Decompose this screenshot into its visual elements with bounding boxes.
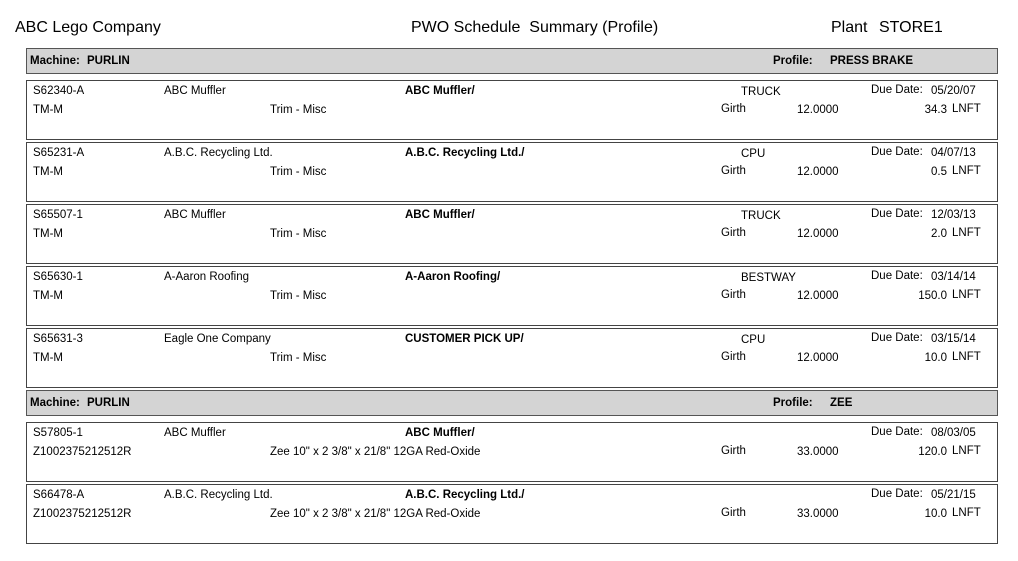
machine-value: PURLIN (87, 397, 130, 409)
ship-to: ABC Muffler/ (405, 427, 475, 439)
girth-label: Girth (721, 227, 746, 239)
girth-label: Girth (721, 289, 746, 301)
order-number: S65630-1 (33, 271, 83, 283)
plant-label: Plant (831, 19, 868, 36)
quantity: 0.5 (931, 166, 947, 178)
due-date-label: Due Date: (871, 208, 923, 220)
item-description: Trim - Misc (270, 290, 327, 302)
quantity: 10.0 (924, 352, 947, 364)
due-date-label: Due Date: (871, 426, 923, 438)
due-date-label: Due Date: (871, 270, 923, 282)
order-number: S65231-A (33, 147, 85, 159)
order-record (26, 80, 998, 140)
item-code: TM-M (33, 352, 64, 364)
quantity: 150.0 (918, 290, 947, 302)
due-date-label: Due Date: (871, 332, 923, 344)
due-date: 04/07/13 (931, 147, 976, 159)
due-date: 03/14/14 (931, 271, 976, 283)
machine-label: Machine: (30, 397, 80, 409)
item-description: Zee 10" x 2 3/8" x 21/8" 12GA Red-Oxide (270, 508, 481, 520)
unit: LNFT (952, 165, 981, 177)
order-record (26, 204, 998, 264)
item-description: Trim - Misc (270, 166, 327, 178)
carrier: TRUCK (741, 210, 781, 222)
order-number: S62340-A (33, 85, 85, 97)
profile-value: PRESS BRAKE (830, 55, 914, 67)
girth-value: 12.0000 (797, 228, 839, 240)
item-code: Z1002375212512R (33, 446, 132, 458)
due-date: 05/21/15 (931, 489, 976, 501)
due-date: 08/03/05 (931, 427, 976, 439)
item-description: Trim - Misc (270, 104, 327, 116)
machine-label: Machine: (30, 55, 80, 67)
girth-value: 12.0000 (797, 104, 839, 116)
machine-section-header (26, 390, 998, 416)
ship-to: A-Aaron Roofing/ (405, 271, 501, 283)
quantity: 10.0 (924, 508, 947, 520)
order-number: S65507-1 (33, 209, 83, 221)
unit: LNFT (952, 227, 981, 239)
unit: LNFT (952, 445, 981, 457)
due-date: 12/03/13 (931, 209, 976, 221)
item-code: TM-M (33, 104, 64, 116)
item-code: Z1002375212512R (33, 508, 132, 520)
girth-label: Girth (721, 507, 746, 519)
item-code: TM-M (33, 228, 64, 240)
due-date-label: Due Date: (871, 146, 923, 158)
machine-value: PURLIN (87, 55, 130, 67)
ship-to: ABC Muffler/ (405, 85, 475, 97)
order-number: S57805-1 (33, 427, 83, 439)
report-title: PWO Schedule Summary (Profile) (411, 19, 659, 36)
customer-name: Eagle One Company (164, 333, 271, 345)
quantity: 2.0 (931, 228, 947, 240)
unit: LNFT (952, 289, 981, 301)
customer-name: A.B.C. Recycling Ltd. (164, 147, 273, 159)
girth-value: 33.0000 (797, 446, 839, 458)
machine-section-header (26, 48, 998, 74)
quantity: 34.3 (924, 104, 947, 116)
due-date: 03/15/14 (931, 333, 976, 345)
carrier: TRUCK (741, 86, 781, 98)
profile-label: Profile: (773, 397, 813, 409)
order-record (26, 484, 998, 544)
unit: LNFT (952, 351, 981, 363)
item-description: Zee 10" x 2 3/8" x 21/8" 12GA Red-Oxide (270, 446, 481, 458)
girth-value: 33.0000 (797, 508, 839, 520)
girth-label: Girth (721, 445, 746, 457)
carrier: CPU (741, 334, 766, 346)
order-record (26, 422, 998, 482)
ship-to: ABC Muffler/ (405, 209, 475, 221)
order-number: S65631-3 (33, 333, 83, 345)
unit: LNFT (952, 103, 981, 115)
ship-to: CUSTOMER PICK UP/ (405, 333, 524, 345)
item-description: Trim - Misc (270, 228, 327, 240)
order-number: S66478-A (33, 489, 85, 501)
girth-value: 12.0000 (797, 290, 839, 302)
profile-value: ZEE (830, 397, 853, 409)
girth-label: Girth (721, 351, 746, 363)
plant-value: STORE1 (879, 19, 943, 36)
carrier: CPU (741, 148, 766, 160)
girth-label: Girth (721, 165, 746, 177)
due-date-label: Due Date: (871, 84, 923, 96)
quantity: 120.0 (918, 446, 947, 458)
customer-name: ABC Muffler (164, 427, 226, 439)
order-record (26, 266, 998, 326)
girth-value: 12.0000 (797, 166, 839, 178)
item-code: TM-M (33, 166, 64, 178)
ship-to: A.B.C. Recycling Ltd./ (405, 489, 525, 501)
item-description: Trim - Misc (270, 352, 327, 364)
item-code: TM-M (33, 290, 64, 302)
profile-label: Profile: (773, 55, 813, 67)
due-date-label: Due Date: (871, 488, 923, 500)
due-date: 05/20/07 (931, 85, 976, 97)
customer-name: ABC Muffler (164, 85, 226, 97)
girth-label: Girth (721, 103, 746, 115)
order-record (26, 328, 998, 388)
company-name: ABC Lego Company (15, 19, 161, 36)
unit: LNFT (952, 507, 981, 519)
customer-name: ABC Muffler (164, 209, 226, 221)
customer-name: A.B.C. Recycling Ltd. (164, 489, 273, 501)
girth-value: 12.0000 (797, 352, 839, 364)
ship-to: A.B.C. Recycling Ltd./ (405, 147, 525, 159)
order-record (26, 142, 998, 202)
carrier: BESTWAY (741, 272, 796, 284)
customer-name: A-Aaron Roofing (164, 271, 250, 283)
